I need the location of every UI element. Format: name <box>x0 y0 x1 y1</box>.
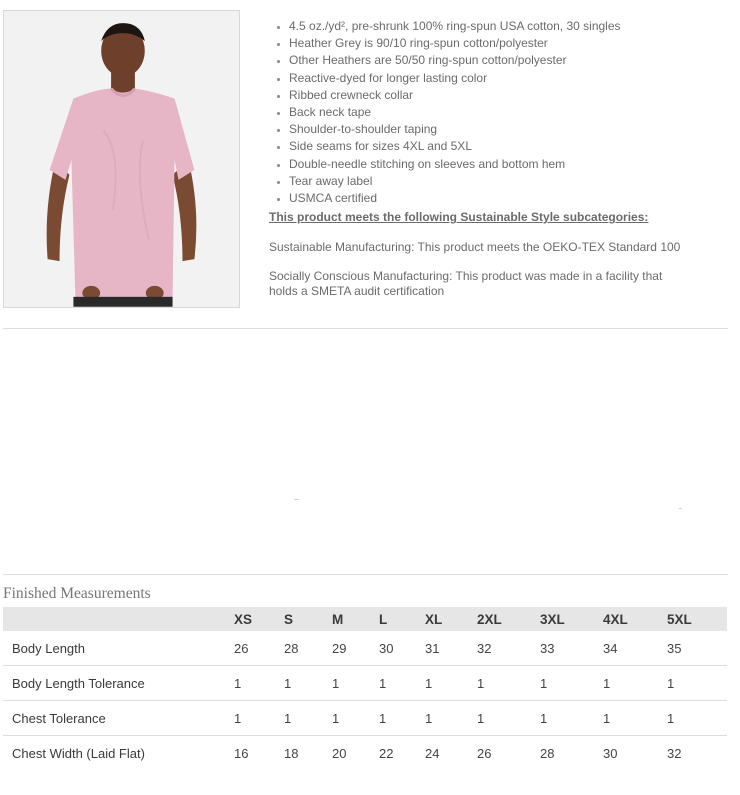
size-header: 2XL <box>477 611 502 627</box>
row-label: Chest Width (Laid Flat) <box>12 745 145 761</box>
section-divider <box>3 574 728 575</box>
section-divider <box>3 328 728 329</box>
size-header-row <box>3 607 727 631</box>
feature-list <box>269 18 719 207</box>
table-cell: 35 <box>667 631 727 666</box>
table-cell: 33 <box>540 631 603 666</box>
table-cell: 26 <box>234 631 284 666</box>
table-cell: 1 <box>332 666 379 701</box>
table-cell: 34 <box>603 631 667 666</box>
table-cell: 1 <box>379 701 425 736</box>
measurements-table <box>3 607 727 770</box>
table-cell: 1 <box>667 666 727 701</box>
measurements-title: Finished Measurements <box>3 585 151 602</box>
table-cell: 32 <box>477 631 540 666</box>
size-header: 3XL <box>540 611 565 627</box>
table-cell: 1 <box>603 666 667 701</box>
table-cell: 1 <box>425 701 477 736</box>
table-row <box>3 666 727 701</box>
size-header: L <box>379 611 388 627</box>
table-row <box>3 631 727 666</box>
table-cell: 26 <box>477 745 492 761</box>
feature-item: • Other Heathers are 50/50 ring-spun cotton/polyester <box>289 52 719 69</box>
table-cell: 29 <box>332 631 379 666</box>
decorative-speck <box>679 508 682 509</box>
table-cell: 1 <box>332 701 379 736</box>
table-cell: 30 <box>603 745 618 761</box>
feature-item: • Double-needle stitching on sleeves and bottom hem <box>289 156 719 173</box>
size-header: XL <box>425 611 443 627</box>
table-cell: 24 <box>425 745 440 761</box>
table-cell: 20 <box>332 745 347 761</box>
feature-item: • USMCA certified <box>289 190 719 207</box>
table-cell: 32 <box>667 745 682 761</box>
table-cell: 1 <box>425 666 477 701</box>
table-cell: 1 <box>379 666 425 701</box>
table-cell: 16 <box>234 745 249 761</box>
row-label: Body Length <box>3 631 234 666</box>
row-label: Body Length Tolerance <box>3 666 234 701</box>
table-cell: 1 <box>284 666 332 701</box>
socially-conscious-text: Socially Conscious Manufacturing: This product was made in a facility that holds a SMETA audit certification <box>269 269 663 299</box>
feature-item: • Back neck tape <box>289 104 719 121</box>
table-cell: 1 <box>540 701 603 736</box>
size-header: S <box>284 611 294 627</box>
table-cell: 30 <box>379 631 425 666</box>
table-row <box>3 736 727 771</box>
feature-item: • Tear away label <box>289 173 719 190</box>
table-cell: 31 <box>425 631 477 666</box>
sustainability-heading: This product meets the following Sustainable Style subcategories: <box>269 210 649 225</box>
size-header: XS <box>234 611 253 627</box>
table-cell: 1 <box>284 701 332 736</box>
table-cell: 1 <box>667 701 727 736</box>
table-cell: 1 <box>603 701 667 736</box>
decorative-speck <box>294 499 299 500</box>
table-row <box>3 701 727 736</box>
product-description <box>269 18 719 299</box>
feature-item: • Ribbed crewneck collar <box>289 87 719 104</box>
model-illustration <box>4 11 239 307</box>
header-spacer <box>3 607 234 631</box>
feature-item: • Heather Grey is 90/10 ring-spun cotton/polyester <box>289 35 719 52</box>
table-cell: 1 <box>234 701 284 736</box>
table-cell: 1 <box>540 666 603 701</box>
feature-item: • Shoulder-to-shoulder taping <box>289 121 719 138</box>
feature-item: • Side seams for sizes 4XL and 5XL <box>289 138 719 155</box>
size-header: 5XL <box>667 611 692 627</box>
table-cell: 1 <box>234 666 284 701</box>
sustainable-manufacturing-text: Sustainable Manufacturing: This product meets the OEKO-TEX Standard 100 <box>269 240 681 255</box>
table-cell: 1 <box>477 701 540 736</box>
table-cell: 28 <box>540 745 555 761</box>
feature-item: • Reactive-dyed for longer lasting color <box>289 70 719 87</box>
row-label: Chest Tolerance <box>3 701 234 736</box>
size-header: M <box>332 611 344 627</box>
table-cell: 28 <box>284 631 332 666</box>
size-header: 4XL <box>603 611 628 627</box>
table-cell: 1 <box>477 666 540 701</box>
table-cell: 18 <box>284 745 299 761</box>
table-cell: 22 <box>379 745 394 761</box>
product-photo <box>3 10 240 308</box>
feature-item: • 4.5 oz./yd², pre-shrunk 100% ring-spun USA cotton, 30 singles <box>289 18 719 35</box>
